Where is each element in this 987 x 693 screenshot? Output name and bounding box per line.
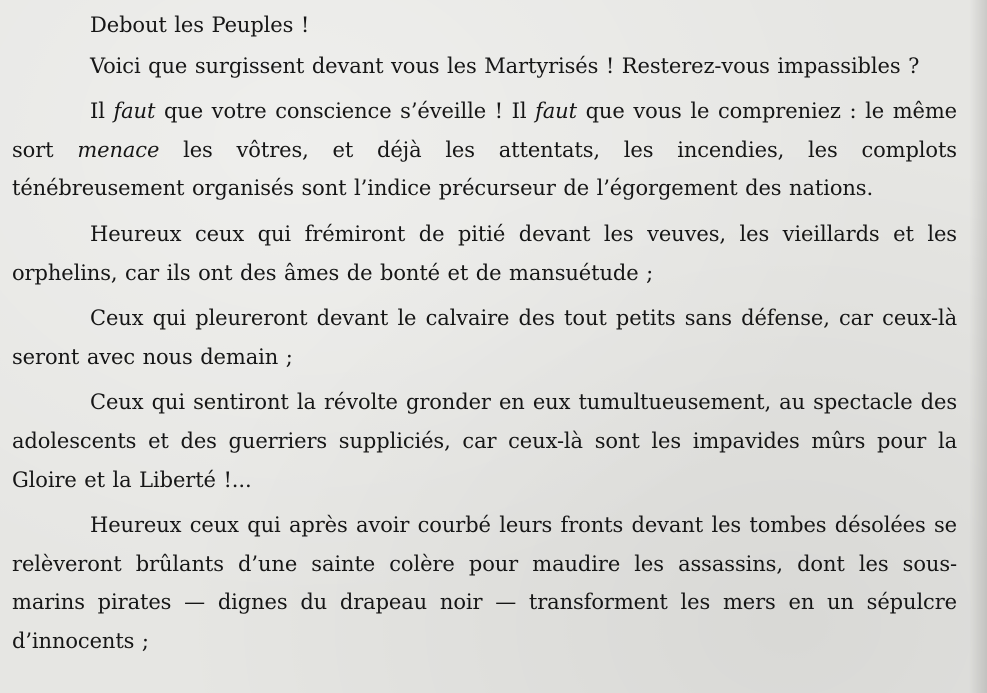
- paragraph: [12, 6, 957, 45]
- paragraph: [12, 299, 957, 376]
- text-segment: Heureux ceux qui après avoir courbé leurs fronts devant les tombes désolées se relèveront brûlants d’une sainte colère pour maudire les assassins, dont les sous-marins pirates — dignes du drapeau noir — transforment les mers en un sépulcre d’innocents ;: [12, 513, 957, 653]
- text-segment: les vôtres, et déjà les attentats, les incendies, les complots ténébreusement organisés sont l’indice précurseur de l’égorgement des nations.: [12, 137, 957, 201]
- text-segment: Il: [90, 99, 114, 124]
- emphasis-text: faut: [535, 99, 577, 124]
- emphasis-text: menace: [77, 137, 160, 162]
- emphasis-text: faut: [113, 99, 156, 124]
- text-segment: que vous le compreniez : le même sort: [12, 99, 958, 162]
- paragraph: [12, 215, 957, 292]
- text-segment: Voici que surgissent devant vous les Martyrisés ! Resterez-vous impassibles ?: [90, 53, 920, 78]
- text-segment: Ceux qui pleureront devant le calvaire des tout petits sans défense, car ceux-là seront avec nous demain ;: [12, 306, 957, 369]
- paragraph: [12, 47, 957, 86]
- text-segment: que votre conscience s’éveille ! Il: [155, 99, 536, 124]
- paragraph: [12, 383, 957, 499]
- text-segment: Debout les Peuples !: [90, 13, 310, 37]
- page-edge-shadow: [969, 0, 987, 693]
- paragraph: [12, 506, 957, 660]
- paragraph: [12, 92, 957, 208]
- text-segment: Heureux ceux qui frémiront de pitié devant les veuves, les vieillards et les orphelins, car ils ont des âmes de bonté et de mansuétude ;: [12, 221, 957, 285]
- text-segment: Ceux qui sentiront la révolte gronder en eux tumultueusement, au spectacle des adolescents et des guerriers suppliciés, car ceux-là sont les impavides mûrs pour la Gloire et la Liberté !...: [12, 390, 957, 492]
- body-text: [12, 6, 957, 661]
